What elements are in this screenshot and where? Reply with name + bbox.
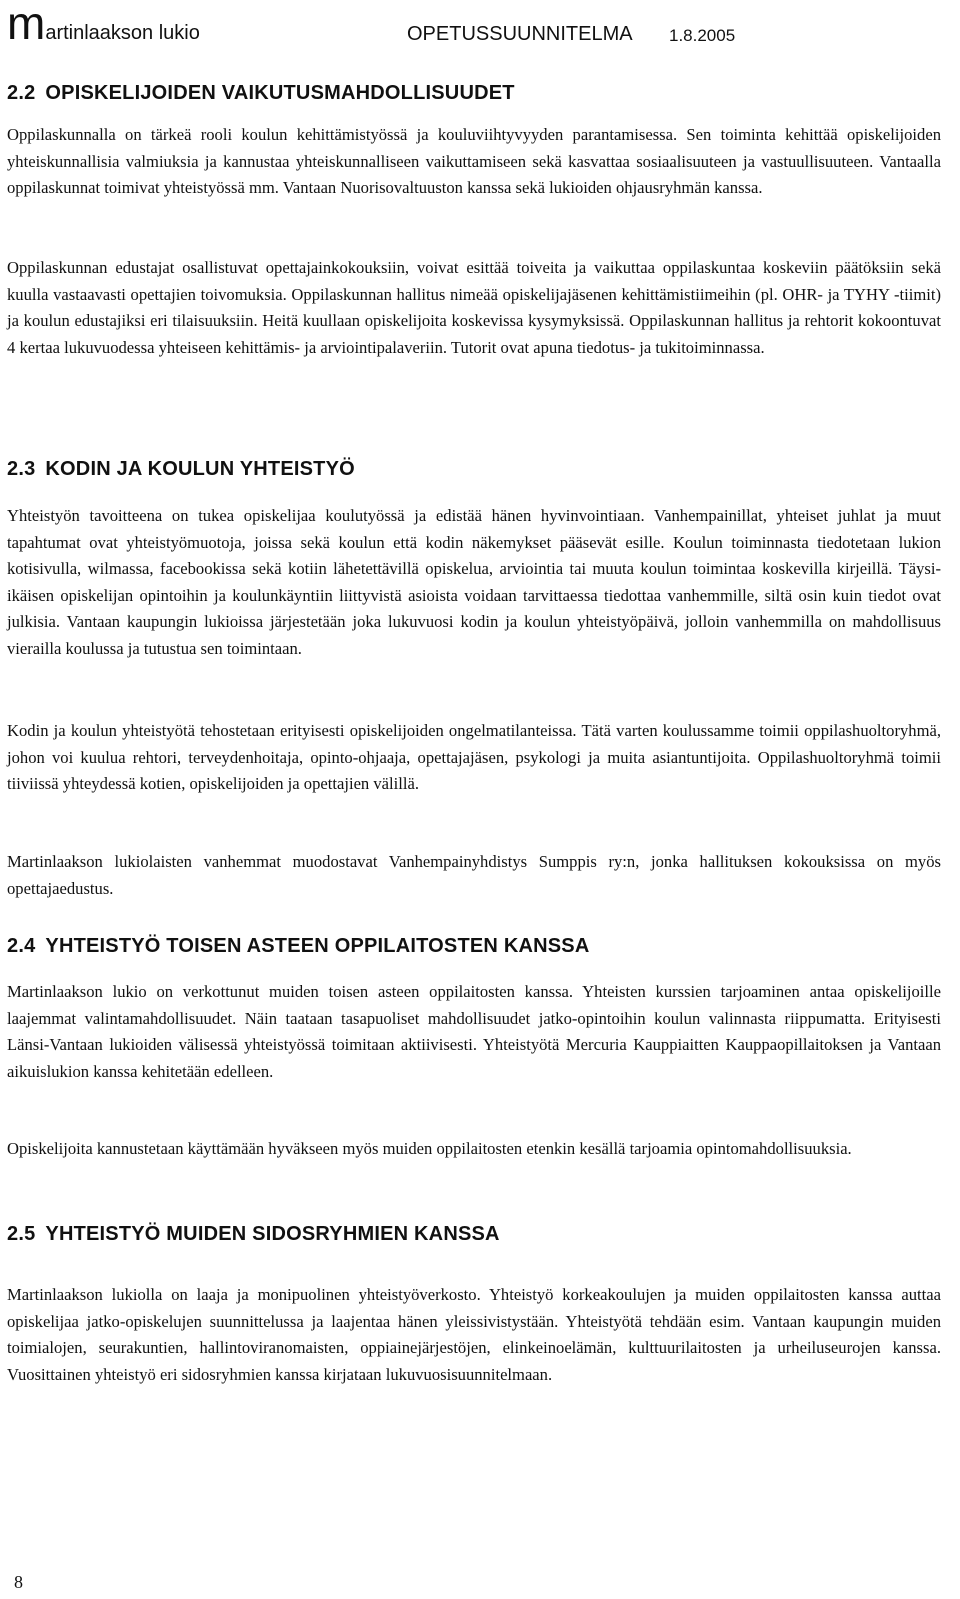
- paragraph: Oppilaskunnan edustajat osallistuvat opettajainkokouksiin, voivat esittää toiveita ja vaikuttaa oppilaskuntaa koskeviin päätöksiin sekä kuulla vastaavasti opettajien toivomuksia. Oppilaskunnan hallitus nimeää opiskelijajäsenen kehittämistiimeihin (pl. OHR- ja TYHY -tiimit) ja koulun edustajiksi eri tilaisuuksiin. Heitä kuullaan opiskelijoita koskevissa kysymyksissä. Oppilaskunnan hallitus ja rehtorit kokoontuvat 4 kertaa lukuvuodessa yhteiseen kehittämis- ja arviointipalaveriin. Tutorit ovat apuna tiedotus- ja tukitoiminnassa.: [7, 258, 941, 357]
- section-heading: [7, 1223, 500, 1246]
- page-header: [7, 0, 947, 52]
- paragraph: Kodin ja koulun yhteistyötä tehostetaan erityisesti opiskelijoiden ongelmatilanteissa. Tätä varten koulussamme toimii oppilashuoltoryhmä, johon voi kuulua rehtori, terveydenhoitaja, opinto-ohjaaja, opettajajäsen, psykologi ja muita asiantuntijoita. Oppilashuoltoryhmä toimii tiiviissä yhteydessä kotien, opiskelijoiden ja opettajien välillä.: [7, 721, 941, 793]
- document-title: OPETUSSUUNNITELMA: [407, 23, 633, 45]
- page-number: 8: [14, 1572, 23, 1592]
- school-logo-text: [7, 0, 200, 49]
- document-date: 1.8.2005: [669, 26, 736, 45]
- section-number: 2.5: [7, 1223, 36, 1245]
- section-number: 2.4: [7, 935, 36, 957]
- section-title: KODIN JA KOULUN YHTEISTYÖ: [45, 458, 355, 480]
- paragraph: Opiskelijoita kannustetaan käyttämään hyväkseen myös muiden oppilaitosten etenkin kesällä tarjoamia opintomahdollisuuksia.: [7, 1139, 852, 1158]
- paragraph: Martinlaakson lukio on verkottunut muiden toisen asteen oppilaitosten kanssa. Yhteisten kurssien tarjoaminen antaa opiskelijoille laajemmat valintamahdollisuudet. Näin taataan tasapuoliset mahdollisuudet jatko-opintoihin koulun valinnasta riippumatta. Erityisesti Länsi-Vantaan lukioiden välisessä yhteistyössä toimitaan aktiivisesti. Yhteistyötä Mercuria Kauppiaitten Kauppaopillaitoksen ja Vantaan aikuislukion kanssa kehitetään edelleen.: [7, 982, 941, 1081]
- section-title: YHTEISTYÖ MUIDEN SIDOSRYHMIEN KANSSA: [45, 1223, 500, 1245]
- section-heading: [7, 935, 589, 958]
- section-title: YHTEISTYÖ TOISEN ASTEEN OPPILAITOSTEN KANSSA: [45, 935, 590, 957]
- paragraph: Oppilaskunnalla on tärkeä rooli koulun kehittämistyössä ja kouluviihtyvyyden parantamisessa. Sen toiminta kehittää opiskelijoiden yhteiskunnallisia valmiuksia ja kannustaa yhteiskunnalliseen vaikuttamiseen sekä kasvattaa sosiaalisuuteen ja vastuullisuuteen. Vantaalla oppilaskunnat toimivat yhteistyössä mm. Vantaan Nuorisovaltuuston kanssa sekä lukioiden ohjausryhmän kanssa.: [7, 125, 941, 197]
- section-number: 2.2: [7, 82, 36, 104]
- paragraph: Yhteistyön tavoitteena on tukea opiskelijaa koulutyössä ja edistää hänen hyvinvointiaan. Vanhempainillat, yhteiset juhlat ja muut tapahtumat ovat yhteistyömuotoja, joissa sekä koulun että kodin näkemykset pääsevät esille. Koulun toiminnasta tiedotetaan lukion kotisivulla, wilmassa, facebookissa sekä kotiin lähetettävillä opiskelua, arviointia tai muuta koulun toimintaa koskevilla kirjeillä. Täysi-ikäisen opiskelijan opintoihin ja koulunkäyntiin liittyvistä asioista voidaan tarvittaessa tiedottaa vanhemmille, siltä osin kuin tiedot ovat julkisia. Vantaan kaupungin lukioissa järjestetään joka lukuvuosi kodin ja koulun yhteistyöpäivä, jolloin vanhemmilla on mahdollisuus vierailla koulussa ja tutustua sen toimintaan.: [7, 506, 941, 658]
- section-number: 2.3: [7, 458, 36, 480]
- section-heading: [7, 82, 515, 105]
- paragraph: Martinlaakson lukiolla on laaja ja monipuolinen yhteistyöverkosto. Yhteistyö korkeakoulujen ja muiden oppilaitosten kanssa auttaa opiskelijaa jatko-opiskelujen suunnittelussa ja laajentaa hänen yleissivistystään. Yhteistyötä tehdään esim. Vantaan kaupungin muiden toimialojen, seurakuntien, hallintoviranomaisten, oppiainejärjestöjen, elinkeinoelämän, kulttuurilaitosten ja urheiluseurojen kanssa. Vuosittainen yhteistyö eri sidosryhmien kanssa kirjataan lukuvuosisuunnitelmaan.: [7, 1285, 941, 1384]
- section-heading: [7, 458, 355, 481]
- brand-name: artinlaakson lukio: [45, 22, 200, 44]
- paragraph: Martinlaakson lukiolaisten vanhemmat muodostavat Vanhempainyhdistys Sumppis ry:n, jonka hallituksen kokouksissa on myös opettajaedustus.: [7, 852, 941, 898]
- brand-initial: m: [7, 0, 46, 49]
- section-title: OPISKELIJOIDEN VAIKUTUSMAHDOLLISUUDET: [45, 82, 515, 104]
